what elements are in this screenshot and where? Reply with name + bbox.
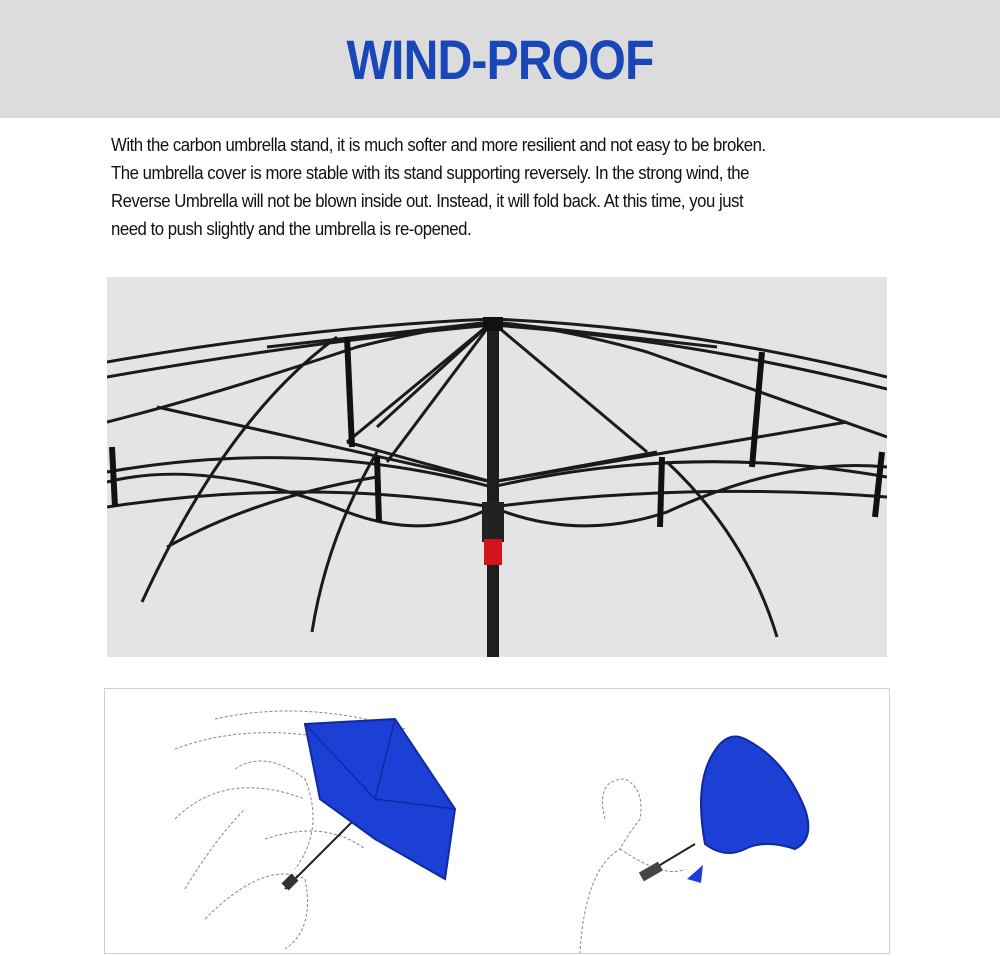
description-line: With the carbon umbrella stand, it is much softer and more resilient and not easy to be broken. <box>111 135 766 155</box>
header-banner <box>0 0 1000 118</box>
description-line: Reverse Umbrella will not be blown inside out. Instead, it will fold back. At this time, you just <box>111 191 744 211</box>
wind-usage-illustration <box>104 688 890 954</box>
description <box>111 131 931 243</box>
description-line: The umbrella cover is more stable with its stand supporting reversely. In the strong wind, the <box>111 163 749 183</box>
umbrella-frame-photo <box>107 277 887 657</box>
page-title: WIND-PROOF <box>346 28 654 91</box>
umbrella-frame-illustration <box>107 277 887 657</box>
umbrella-in-wind-sketch <box>105 689 889 953</box>
description-line: need to push slightly and the umbrella is re-opened. <box>111 219 472 239</box>
